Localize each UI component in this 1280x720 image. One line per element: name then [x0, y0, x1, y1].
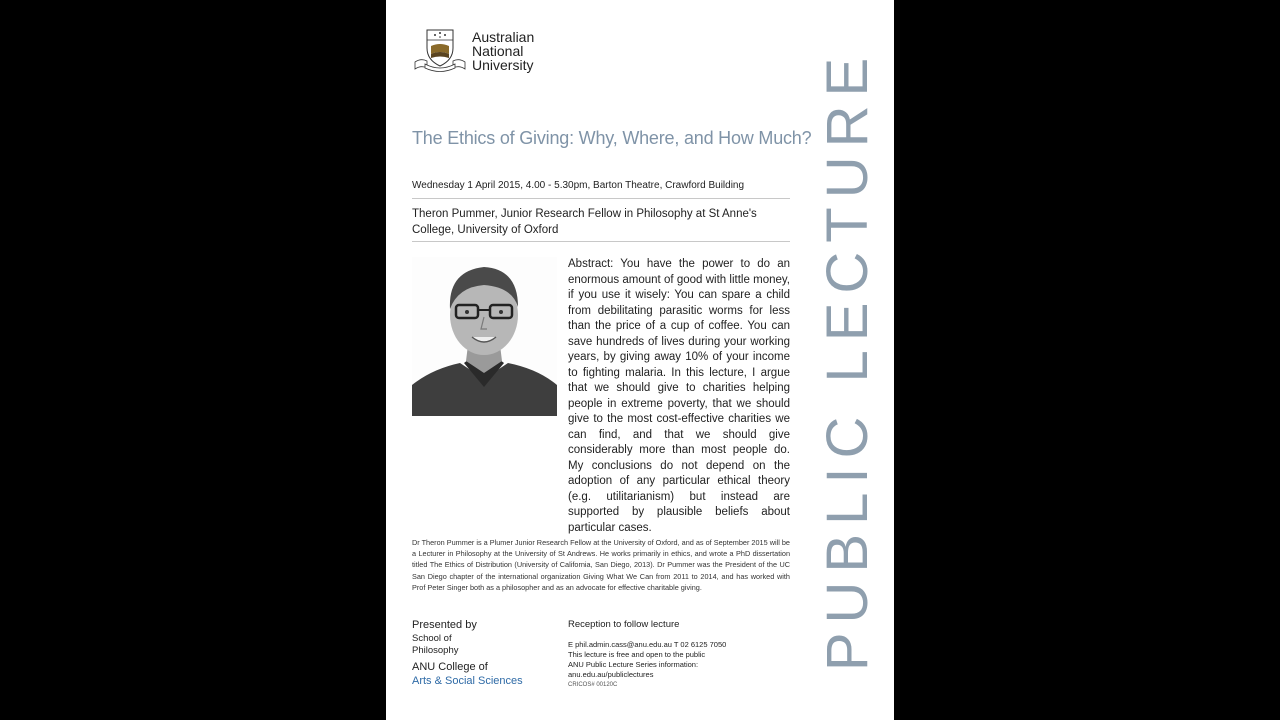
reception-note: Reception to follow lecture [568, 619, 680, 630]
lecture-title: The Ethics of Giving: Why, Where, and How Much? [412, 128, 812, 148]
institution-line-3: University [472, 57, 534, 73]
public-lecture-banner: PUBLIC LECTURE [815, 48, 880, 672]
college-name [412, 660, 523, 688]
speaker-photo [412, 257, 557, 416]
school-name [412, 633, 458, 657]
college-line-1: ANU College of [412, 661, 488, 673]
side-banner [815, 24, 880, 696]
anu-crest-logo [413, 28, 467, 72]
divider [412, 241, 790, 242]
abstract-text: Abstract: You have the power to do an enormous amount of good with little money, if you use it wisely: You can spare a child from debilitating parasitic worms for less than the price of a cup of coffee. You can save hundreds of lives during your working years, by giving away 10% of your income to fighting malaria. In this lecture, I argue that we should give to charities helping people in extreme poverty, that we should give to the most cost-effective charities we can find, and that we should give considerably more than most people do. My conclusions do not depend on the adoption of any particular ethical theory (e.g. utilitarianism) but instead are supported by plausible beliefs about particular cases. [568, 258, 790, 534]
institution-line-2: National [472, 43, 524, 59]
institution-name [472, 30, 534, 72]
presented-by-label: Presented by [412, 619, 477, 631]
speaker-info: Theron Pummer, Junior Research Fellow in Philosophy at St Anne's College, University of Oxford [412, 208, 757, 236]
school-line-1: School of [412, 633, 452, 644]
contact-info [568, 640, 726, 690]
lecture-poster [386, 0, 894, 720]
contact-email-phone: E phil.admin.cass@anu.edu.au T 02 6125 7050 [568, 640, 727, 649]
series-url: anu.edu.au/publiclectures [568, 670, 654, 679]
divider [412, 198, 790, 199]
speaker-bio: Dr Theron Pummer is a Plumer Junior Research Fellow at the University of Oxford, and as of September 2015 will be a Lecturer in Philosophy at the University of St Andrews. He works primarily in ethics, and wrote a PhD dissertation titled The Ethics of Distribution (University of California, San Diego, 2013). Dr Pummer was the President of the UC San Diego chapter of the international organization Giving What We Can from 2011 to 2014, and has worked with Prof Peter Singer both as a philosopher and as an advocate for effective charitable giving. [412, 538, 790, 592]
college-line-2: Arts & Social Sciences [412, 675, 523, 687]
event-details: Wednesday 1 April 2015, 4.00 - 5.30pm, Barton Theatre, Crawford Building [412, 180, 745, 191]
cricos-number: CRICOS# 00120C [568, 682, 618, 688]
institution-line-1: Australian [472, 29, 535, 45]
free-admission-note: This lecture is free and open to the public [568, 650, 706, 659]
series-info-label: ANU Public Lecture Series information: [568, 660, 699, 669]
school-line-2: Philosophy [412, 645, 459, 656]
